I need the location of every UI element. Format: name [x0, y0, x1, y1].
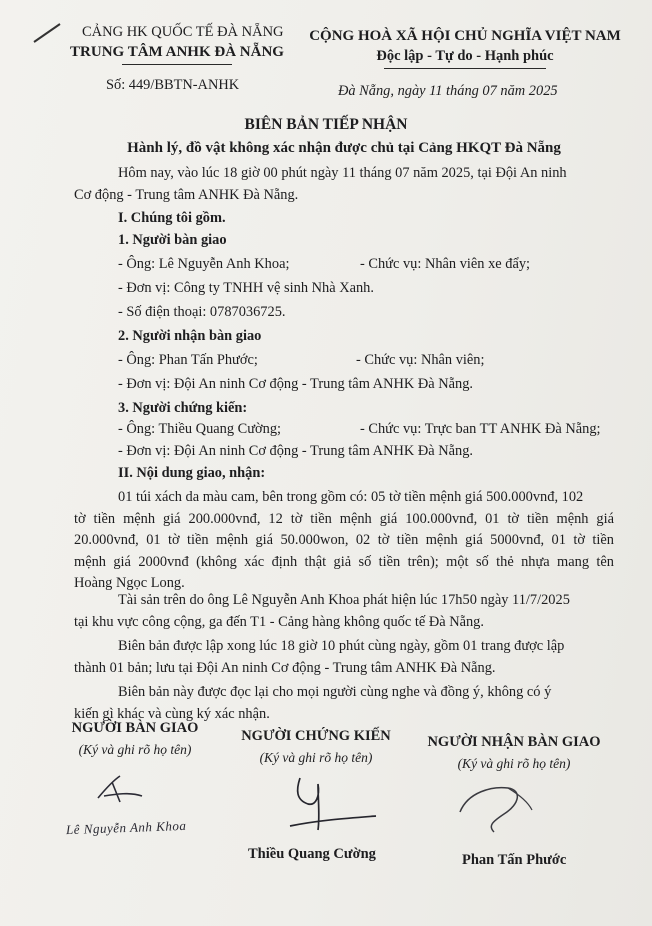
content-line: thành 01 bản; lưu tại Đội An ninh Cơ động - Trung tâm ANHK Đà Nẵng.	[74, 659, 496, 676]
doc-number: Số: 449/BBTN-ANHK	[106, 77, 240, 93]
content-line: Biên bản này được đọc lại cho mọi người cùng nghe và đồng ý, không có ý	[118, 684, 552, 700]
content-paragraph-4	[74, 682, 614, 725]
receiver-name: - Ông: Phan Tấn Phước;	[118, 352, 258, 368]
witness-sign-title: NGƯỜI CHỨNG KIẾN	[241, 728, 391, 744]
org-underline	[122, 64, 232, 65]
giver-signature-icon	[90, 772, 150, 812]
motto-underline	[384, 68, 546, 69]
content-line: mệnh giá 2000vnđ (không xác định thật giả số tiền trên); một số thẻ nhựa mang tên	[74, 553, 614, 570]
org-parent: CẢNG HK QUỐC TẾ ĐÀ NẴNG	[82, 24, 284, 40]
receiver-signature-icon	[448, 782, 538, 842]
giver-heading: 1. Người bàn giao	[118, 232, 227, 248]
intro-line-2: Cơ động - Trung tâm ANHK Đà Nẵng.	[74, 187, 299, 203]
receiver-sign-title: NGƯỜI NHẬN BÀN GIAO	[427, 734, 601, 750]
witness-sign-note: (Ký và ghi rõ họ tên)	[259, 750, 373, 765]
place-date: Đà Nẵng, ngày 11 tháng 07 năm 2025	[338, 83, 558, 99]
witness-signature-icon	[260, 770, 380, 840]
giver-handwritten-name: Lê Nguyễn Anh Khoa	[65, 817, 187, 838]
witness-name: - Ông: Thiều Quang Cường;	[118, 421, 282, 437]
giver-unit: - Đơn vị: Công ty TNHH vệ sinh Nhà Xanh.	[118, 280, 374, 296]
content-line: Tài sản trên do ông Lê Nguyễn Anh Khoa phát hiện lúc 17h50 ngày 11/7/2025	[118, 592, 570, 608]
intro-line-1: Hôm nay, vào lúc 18 giờ 00 phút ngày 11 tháng 07 năm 2025, tại Đội An ninh	[118, 165, 567, 181]
doc-title: BIÊN BẢN TIẾP NHẬN	[244, 116, 408, 133]
giver-phone: - Số điện thoại: 0787036725.	[118, 304, 286, 320]
receiver-name-signed: Phan Tấn Phước	[462, 852, 567, 868]
content-paragraph-2	[74, 590, 614, 633]
section-2-heading: II. Nội dung giao, nhận:	[118, 465, 266, 481]
receiver-position: - Chức vụ: Nhân viên;	[356, 352, 485, 368]
receiver-sign-note: (Ký và ghi rõ họ tên)	[457, 756, 571, 771]
country-title: CỘNG HOÀ XÃ HỘI CHỦ NGHĨA VIỆT NAM	[309, 28, 621, 44]
content-line: Biên bản được lập xong lúc 18 giờ 10 phút cùng ngày, gồm 01 trang được lập	[118, 638, 565, 654]
content-line: Hoàng Ngọc Long.	[74, 575, 185, 591]
witness-name-signed: Thiều Quang Cường	[248, 846, 376, 862]
org-name: TRUNG TÂM ANHK ĐÀ NẴNG	[70, 44, 284, 60]
giver-sign-title: NGƯỜI BÀN GIAO	[71, 720, 199, 736]
content-paragraph-3	[74, 636, 614, 679]
witness-heading: 3. Người chứng kiến:	[118, 400, 248, 416]
content-line: 01 túi xách da màu cam, bên trong gồm có: 05 tờ tiền mệnh giá 500.000vnđ, 102	[118, 489, 584, 505]
witness-unit: - Đơn vị: Đội An ninh Cơ động - Trung tâm ANHK Đà Nẵng.	[118, 443, 474, 459]
doc-subtitle: Hành lý, đồ vật không xác nhận được chủ tại Cảng HKQT Đà Nẵng	[127, 140, 561, 156]
section-1-heading: I. Chúng tôi gồm.	[118, 210, 226, 226]
motto: Độc lập - Tự do - Hạnh phúc	[376, 48, 554, 64]
receiver-unit: - Đơn vị: Đội An ninh Cơ động - Trung tâm ANHK Đà Nẵng.	[118, 376, 474, 392]
giver-position: - Chức vụ: Nhân viên xe đẩy;	[360, 256, 531, 272]
content-line: 20.000vnđ, 01 tờ tiền mệnh giá 50.000won, 02 tờ tiền mệnh giá 5000vnđ, 01 tờ tiền	[74, 532, 614, 548]
content-line: tại khu vực công cộng, ga đến T1 - Cảng hàng không quốc tế Đà Nẵng.	[74, 613, 484, 630]
giver-name: - Ông: Lê Nguyễn Anh Khoa;	[118, 256, 290, 272]
witness-position: - Chức vụ: Trực ban TT ANHK Đà Nẵng;	[360, 421, 601, 437]
content-line: tờ tiền mệnh giá 200.000vnđ, 12 tờ tiền mệnh giá 100.000vnđ, 01 tờ tiền mệnh giá	[74, 510, 614, 527]
giver-sign-note: (Ký và ghi rõ họ tên)	[78, 742, 192, 757]
receiver-heading: 2. Người nhận bàn giao	[118, 328, 262, 344]
content-line: kiến gì khác và cùng ký xác nhận.	[74, 705, 270, 722]
content-paragraph-1	[74, 487, 614, 595]
